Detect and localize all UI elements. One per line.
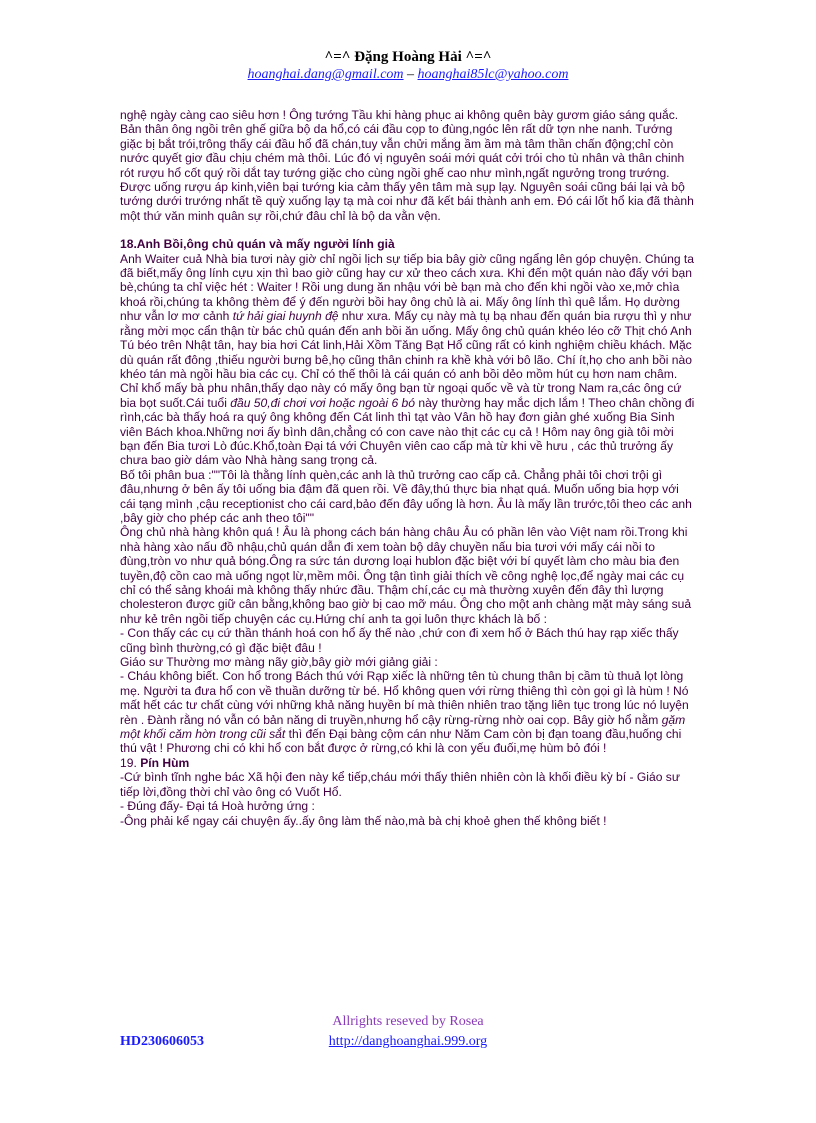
author-emails <box>0 66 816 84</box>
paragraph: Bố tôi phân bua :""Tôi là thằng lính quèn,các anh là thủ trưởng cao cấp cả. Chẳng phải tôi chơi trội gì đâu,nhưng ở bên ấy tôi uống bia đậm đã quen rồi. Về đây,thú thực bia nhạt quá. Muốn uống bia hợp với cái tạng mình ,cậu receptionist cho cái card,bảo đến đây uống là hơn. Âu là mấy lần trước,tôi theo các anh ,bây giờ cho phép các anh theo tôi"" <box>120 467 692 525</box>
paragraph: -Cứ bình tĩnh nghe bác Xã hội đen này kể tiếp,cháu mới thấy thiên nhiên còn là khối điều kỳ bí - Giáo sư tiếp lời,đồng thời chỉ vào ông có Vuốt Hổ. <box>120 770 680 799</box>
email-separator: – <box>403 67 418 82</box>
author-name: ^=^ Đặng Hoàng Hải ^=^ <box>324 49 492 65</box>
footer-url-wrapper <box>0 1034 816 1050</box>
email-link-yahoo[interactable]: hoanghai85lc@yahoo.com <box>417 67 569 82</box>
paragraph: Anh Waiter cuả Nhà bia tươi này giờ chỉ ngồi lịch sự tiếp bia bây giờ cũng ngẩng lên góp chuyện. Chúng ta đã biết,mấy ông lính cựu xịn thì bao giờ cũng hay cư xử theo cách xưa. Khi đến một quán nào đấy với bạn bè,chúng ta chỉ việc hét : Waiter ! Rồi ung dung ăn nhậu với bè bạn mà cho đến khi ngồi vào xe,mở chìa khoá rồi,chúng ta không thèm để ý đến người bồi hay ông chủ là ai. Mấy ông lính thì quê lắm. Họ dường như vẫn lơ mơ cảnh tứ hải giai huynh đệ như xưa. Mấy cụ này mà tụ bạ nhau đến quán bia rượu thì y như rằng mời mọc cẩn thận từ bác chủ quán đến anh bồi ăn uống. Mấy ông chủ quán khéo léo cỡ Thịt chó Anh Tú béo trên Nhật tân, hay bia hơi Cát linh,Hải Xồm Tăng Bạt Hổ cũng rất có kinh nghiệm chiều khách. Mặc dù quán rất đông ,thiếu người bưng bê,họ cũng thân chinh ra khề khà với bô lão. Chí ít,họ cho anh bồi nào khéo tán mà ngồi hầu bia các cụ. Chỉ có thế thôi là cái quán có anh bồi dẻo mồm hút cụ hơn nam châm. Chỉ khổ mấy bà phu nhân,thấy dạo này có mấy ông bạn từ ngoại quốc về và từ trong Nam ra,các ông cứ bia bọt suốt.Cái tuổi đầu 50,đi chơi vơi hoặc ngoài 6 bó này thường hay mắc dịch lắm ! Theo chân chồng đi rình,các bà thấy hoá ra quý ông không đến Cát linh thì tạt vào Vân hồ hay đơn giản ghé xuống Bia Sinh viên Bách khoa.Những nơi ấy bình dân,chẳng có con cave nào thịt các cụ cả ! Hôm nay ông già tôi mời bạn đến Bia tươi Lò đúc.Khổ,toàn Đại tá với Chuyên viên cao cấp mà từ khi về hưu , các thủ trưởng ấy chưa bao giờ dám vào Nhà hàng sang trọng cả. <box>120 251 695 468</box>
paragraph: - Con thấy các cụ cứ thần thánh hoá con hổ ấy thế nào ,chứ con đi xem hổ ở Bách thú hay rạp xiếc thấy cũng bình thường,có gì đặc biệt đâu ! <box>120 626 679 655</box>
paragraph-gap <box>120 223 696 237</box>
page-header <box>0 48 816 84</box>
section-heading-18: 18.Anh Bồi,ông chủ quán và mấy người lính già <box>120 237 395 252</box>
footer-document-id: HD230606053 <box>120 1034 204 1049</box>
italic-phrase: đầu 50,đi chơi vơi hoặc ngoài 6 bó <box>230 395 415 410</box>
paragraph: - Đúng đấy- Đại tá Hoà hưởng ứng : <box>120 799 315 814</box>
footer-copyright: Allrights reseved by Rosea <box>332 1014 484 1029</box>
italic-phrase: tứ hải giai huynh đệ <box>232 309 339 324</box>
paragraph: Ông chủ nhà hàng khôn quá ! Âu là phong cách bán hàng châu Âu có phần lên vào Việt nam rồi.Trong khi nhà hàng xào nấu đồ nhậu,chủ quán dẫn đi xem toàn bộ dây chuyền nấu bia tươi với mấy cái nồi to đùng,tròn vo như quả bóng.Ông ra sức tán dương loại hublon đặc biệt với bí quyết làm cho màu bia đen tuyền,độ cồn cao mà uống ngọt lừ,mềm môi. Ông tận tình giải thích về công nghệ lọc,để ngày mai các cụ chỉ có thể sảng khoái mà không thấy nhức đầu. Thậm chí,các cụ mà thường xuyên đến đây thì lượng cholesteron được giữ cân bằng,không bao giờ bị cao mỡ máu. Ông cho một anh chàng mặt mày sáng suả như kẻ trên ngồi tiếp chuyện các cụ.Hứng chí anh ta gọi luôn thực khách là bố : <box>120 525 692 626</box>
paragraph: - Cháu không biết. Con hổ trong Bách thú với Rạp xiếc là những tên tù chung thân bị cầm tù thuả lọt lòng mẹ. Người ta đưa hổ con về thuần dưỡng từ bé. Hổ không quen với rừng thiêng thì còn gọi gì là hùm ! Nó mất hết các tư chất cùng với những khả năng huyền bí mà thiên nhiên trao tặng liên tục trong lúc nó luyện rèn . Đành rằng nó vẫn có bản năng di truyền,nhưng hổ cậy rừng-rừng nhờ oai cọp. Bây giờ hổ nằm gặm một khối căm hờn trong cũi sắt thì đến Đại bàng cộm cán như Năm Cam còn bị đạn toang đầu,huống chi thú vật ! Phương chi có khi hổ con bắt được ở rừng,có khi là con yếu đuối,mẹ hùm bỏ đói ! <box>120 669 689 756</box>
section-heading-19: 19. Pín Hùm <box>120 755 190 770</box>
footer-website-link[interactable]: http://danghoanghai.999.org <box>328 1034 488 1049</box>
italic-phrase: gặm một khối căm hờn trong cũi sắt <box>120 712 686 742</box>
email-link-gmail[interactable]: hoanghai.dang@gmail.com <box>247 67 404 82</box>
paragraph: Giáo sư Thường mơ màng nãy giờ,bây giờ mới giảng giải : <box>120 655 438 670</box>
paragraph: -Ông phải kể ngay cái chuyện ấy..ấy ông làm thế nào,mà bà chị khoẻ ghen thế không biết ! <box>120 813 607 828</box>
paragraph: nghệ ngày càng cao siêu hơn ! Ông tướng Tầu khi hàng phục ai không quên bày gươm giáo sáng quắc. Bản thân ông ngồi trên ghế giữa bộ da hổ,có cái đầu cọp to đùng,ngóc lên rất dữ tợn nhe nanh. Tướng giặc bị bắt trói,trông thấy cái đầu hổ đã chán,tuy vẫn chửi mắng ầm ầm mà tâm thần chấn động;chỉ còn nước quyết giơ đầu chịu chém mà thôi. Lúc đó vị nguyên soái mới quát cởi trói cho tù nhân và thân chinh rót rượu hổ cốt quý rồi dắt tay tướng giặc cho cùng ngồi ghế cao như mình,ngất ngưởng trong trướng. Được uống rượu áp kinh,viên bại tướng kia cảm thấy yên tâm mà sụp lạy. Nguyên soái cũng bái lại và bộ tướng dưới trướng nhất tề quỳ xuống lạy tạ mà coi như đã kết bái thành anh em. Đó cái lốt hổ kia đã thành một thứ văn minh quân sự rồi,chứ đâu chỉ là bộ da vằn vện. <box>120 108 694 223</box>
document-body <box>120 108 696 828</box>
